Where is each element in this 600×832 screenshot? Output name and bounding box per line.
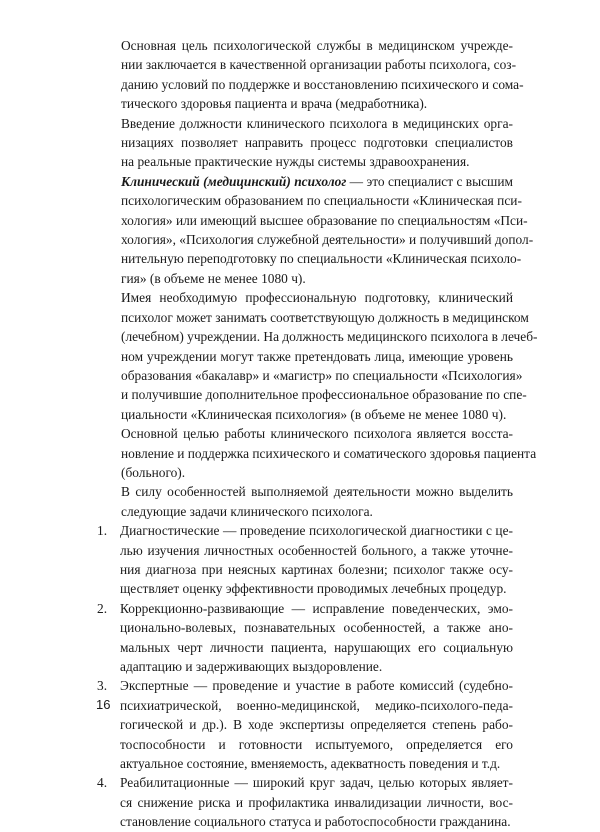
text-line: Основной целью работы клинического психолога является восста- [121, 426, 513, 442]
task-item [95, 676, 513, 773]
text-line: Диагностические — проведение психологической диагностики с це- [120, 523, 513, 539]
tasks-list [95, 521, 513, 832]
text-line: психиатрической, военно-медицинской, медико-психолого-педа- [120, 697, 513, 713]
paragraph [95, 172, 534, 288]
text-line: ния диагноза при неясных картинах болезни; психолог также осу- [120, 561, 513, 577]
text-line: (лечебном) учреждении. На должность медицинского психолога в лечеб- [121, 329, 538, 345]
text-line: Коррекционно-развивающие — исправление поведенческих, эмо- [120, 600, 513, 616]
text-line: хология», «Психология служебной деятельности» и получивший допол- [121, 232, 534, 248]
paragraph [95, 288, 538, 424]
text-line: (больного). [121, 464, 186, 480]
paragraphs [95, 36, 538, 521]
defined-term: Клинический (медицинский) психолог [121, 173, 347, 189]
task-item [95, 773, 513, 831]
text-line: низациях позволяет направить процесс подготовки специалистов [121, 135, 513, 151]
text-line: Реабилитационные — широкий круг задач, целью которых являет- [120, 775, 513, 791]
task-number: 4. [97, 775, 108, 791]
text-line: Основная цель психологической службы в медицинском учрежде- [121, 38, 513, 53]
line-text: — это специалист с высшим [346, 173, 513, 189]
text-line: психолог может занимать соответствующую должность в медицинском [121, 309, 529, 325]
text-line: новление и поддержка психического и соматического здоровья пациента [121, 445, 537, 461]
paragraph [95, 114, 513, 172]
text-line: хология» или имеющий высшее образование по специальностям «Пси- [121, 212, 528, 228]
paragraph [95, 424, 537, 482]
paragraph [95, 482, 513, 521]
task-number: 3. [97, 678, 108, 694]
text-line: ционально-волевых, познавательных особенностей, а также ано- [120, 620, 513, 636]
task-number: 2. [97, 600, 108, 616]
text-line: на реальные практические нужды системы здравоохранения. [121, 154, 470, 170]
text-line: гия» (в объеме не менее 1080 ч). [121, 270, 306, 286]
text-line: адаптацию и задерживающих выздоровление. [120, 659, 383, 674]
text-line: данию условий по поддержке и восстановлению психического и сома- [121, 76, 524, 92]
text-line: В силу особенностей выполняемой деятельности можно выделить [121, 484, 513, 500]
text-line: гогической и др.). В ходе экспертизы определяется степень рабо- [120, 717, 513, 733]
text-line: и получившие дополнительное профессиональное образование по спе- [121, 387, 527, 403]
task-number: 1. [97, 523, 108, 539]
paragraph [95, 36, 524, 114]
text-line: тоспособности и готовности испытуемого, определяется его [120, 736, 513, 752]
text-line: ся снижение риска и профилактика инвалидизации личности, вос- [120, 794, 513, 810]
task-item [95, 599, 513, 677]
page-number: 16 [96, 697, 111, 712]
text-line: мальных черт личности пациента, нарушающих его социальную [120, 639, 513, 655]
text-line: Введение должности клинического психолога в медицинских орга- [121, 115, 513, 131]
text-line: психологическим образованием по специальности «Клиническая пси- [121, 193, 522, 209]
text-line: циальности «Клиническая психология» (в объеме не менее 1080 ч). [121, 406, 507, 422]
text-line: Имея необходимую профессиональную подготовку, клинический [121, 290, 513, 306]
page-body [95, 36, 538, 832]
text-line: становление социального статуса и работоспособности гражданина. [120, 814, 511, 830]
text-line: Экспертные — проведение и участие в работе комиссий (судебно- [120, 678, 513, 694]
text-line: нии заключается в качественной организации работы психолога, соз- [121, 57, 517, 73]
task-item [95, 521, 513, 599]
text-line: следующие задачи клинического психолога. [121, 503, 373, 519]
text-line: образования «бакалавр» и «магистр» по специальности «Психология» [121, 367, 523, 383]
text-line: нительную переподготовку по специальности «Клиническая психоло- [121, 251, 522, 267]
text-line [95, 172, 513, 191]
text-line: тического здоровья пациента и врача (медработника). [121, 96, 428, 112]
text-line: ществляет оценку эффективности проводимых лечебных процедур. [120, 581, 507, 597]
text-line: ном учреждении могут также претендовать лица, имеющие уровень [121, 348, 513, 364]
text-line: лью изучения личностных особенностей больного, а также уточне- [120, 542, 513, 558]
text-line: актуальное состояние, вменяемость, адекватность поведения и т.д. [120, 756, 501, 772]
